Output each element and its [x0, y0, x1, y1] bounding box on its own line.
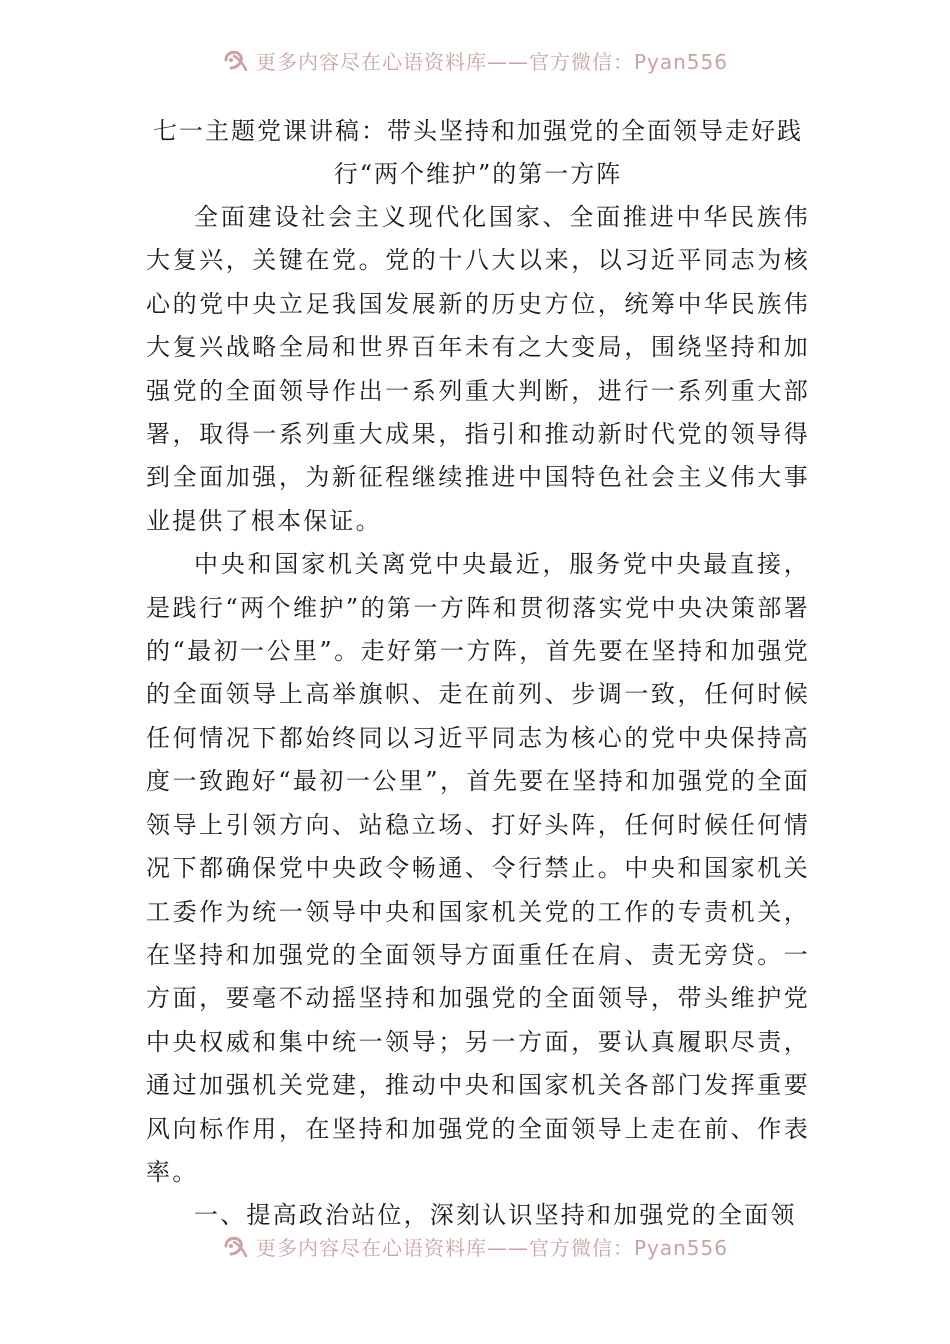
paragraph-2: 中央和国家机关离党中央最近，服务党中央最直接，是践行“两个维护”的第一方阵和贯彻落实党中央决策部署的“最初一公里”。走好第一方阵，首先要在坚持和加强党的全面领导上高举旗帜、走在前列、步调一致，任何时候任何情况下都始终同以习近平同志为核心的党中央保持高度一致跑好“最初一公里”，首先要在坚持和加强党的全面领导上引领方向、站稳立场、打好头阵，任何时候任何情况下都确保党中央政令畅通、令行禁止。中央和国家机关工委作为统一领导中央和国家机关党的工作的专责机关，在坚持和加强党的全面领导方面重任在肩、责无旁贷。一方面，要毫不动摇坚持和加强党的全面领导，带头维护党中央权威和集中统一领导；另一方面，要认真履职尽责，通过加强机关党建，推动中央和国家机关各部门发挥重要风向标作用，在坚持和加强党的全面领导上走在前、作表率。	[146, 550, 810, 1186]
brand-logo-icon	[222, 1232, 250, 1260]
paragraph-1: 全面建设社会主义现代化国家、全面推进中华民族伟大复兴，关键在党。党的十八大以来，以习近平同志为核心的党中央立足我国发展新的历史方位，统筹中华民族伟大复兴战略全局和世界百年未有之大变局，围绕坚持和加强党的全面领导作出一系列重大判断，进行一系列重大部署，取得一系列重大成果，指引和推动新时代党的领导得到全面加强，为新征程继续推进中国特色社会主义伟大事业提供了根本保证。	[146, 203, 810, 535]
watermark-text: 更多内容尽在心语资料库——官方微信：Pyan556	[255, 1235, 728, 1260]
brand-logo-icon	[222, 46, 250, 74]
document-body	[146, 110, 810, 1238]
header-watermark	[0, 40, 950, 80]
section-heading-1: 一、提高政治站位，深刻认识坚持和加强党的全面领	[194, 1201, 797, 1230]
footer-watermark	[0, 1226, 950, 1266]
document-title: 七一主题党课讲稿：带头坚持和加强党的全面领导走好践行“两个维护”的第一方阵	[153, 117, 803, 188]
watermark-text: 更多内容尽在心语资料库——官方微信：Pyan556	[255, 49, 728, 74]
